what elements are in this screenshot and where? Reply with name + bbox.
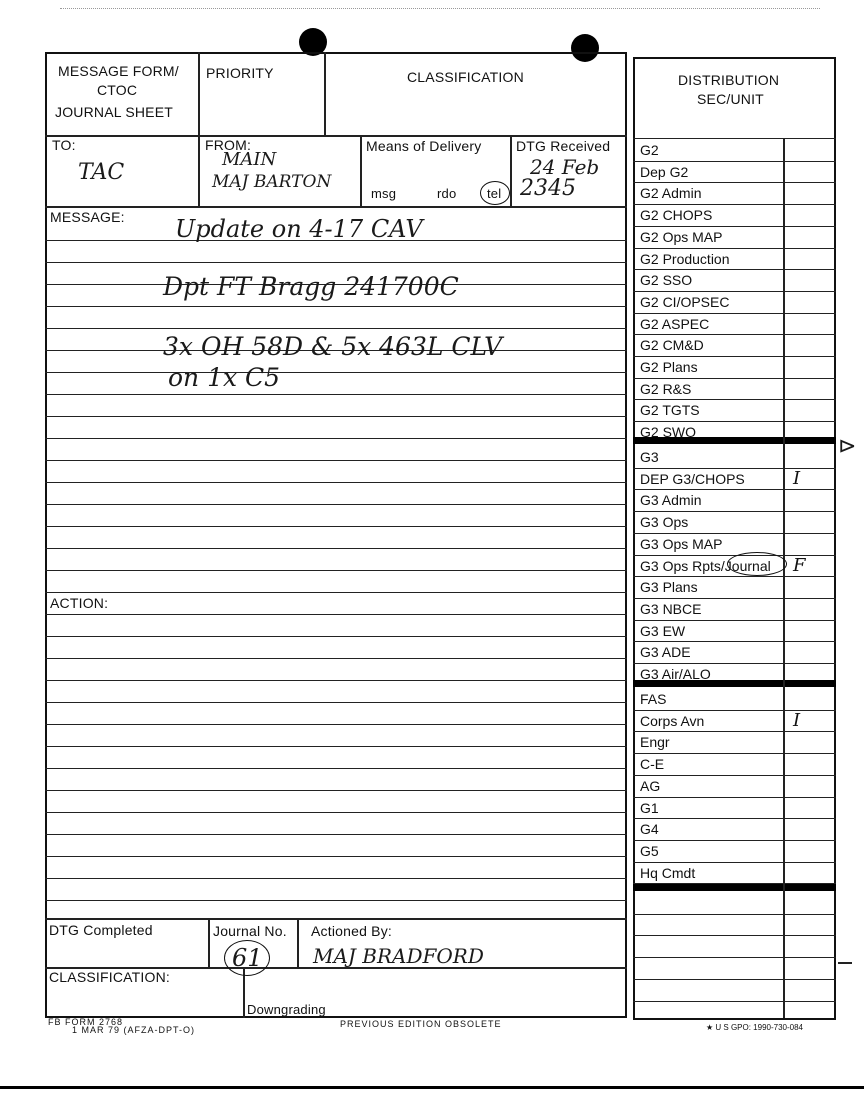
message-rule [45, 900, 627, 901]
distribution-rule [633, 935, 836, 936]
distribution-item[interactable]: G5 [640, 842, 659, 859]
message-rule [45, 372, 627, 373]
distribution-item[interactable]: Engr [640, 734, 670, 751]
to-label: TO: [52, 137, 76, 153]
footer-classification-label: CLASSIFICATION: [49, 969, 170, 985]
message-rule [45, 328, 627, 329]
from-value-line1[interactable]: MAIN [222, 149, 277, 170]
form-title-line2: CTOC [97, 82, 138, 98]
journal-no-label: Journal No. [213, 923, 287, 939]
distribution-rule [633, 862, 836, 863]
distribution-item[interactable]: G2 SSO [640, 272, 693, 289]
distribution-mark: I [793, 467, 801, 489]
distribution-item[interactable]: G4 [640, 821, 659, 838]
distribution-rule [633, 710, 836, 711]
distribution-item[interactable]: G3 Plans [640, 579, 698, 596]
distribution-rule [633, 291, 836, 292]
message-rule [45, 394, 627, 395]
distribution-rule [633, 248, 836, 249]
distribution-item[interactable]: DEP G3/CHOPS [640, 470, 745, 487]
distribution-rule [633, 182, 836, 183]
distribution-mark: F [793, 554, 806, 576]
distribution-item[interactable]: Hq Cmdt [640, 864, 696, 881]
message-rule [45, 570, 627, 571]
distribution-item[interactable]: G3 Ops Rpts/Journal [640, 557, 771, 574]
distribution-item[interactable]: G2 Ops MAP [640, 228, 723, 245]
previous-edition-note: PREVIOUS EDITION OBSOLETE [340, 1019, 502, 1029]
distribution-item[interactable]: G2 CM&D [640, 337, 704, 354]
distribution-rule [633, 957, 836, 958]
distribution-item[interactable]: Dep G2 [640, 163, 689, 180]
message-rule [45, 460, 627, 461]
distribution-rule [633, 269, 836, 270]
distribution-item[interactable]: G3 EW [640, 622, 686, 639]
to-value[interactable]: TAC [78, 160, 125, 185]
gpo-imprint: ★ U S GPO: 1990-730-084 [706, 1023, 803, 1032]
message-rule [45, 790, 627, 791]
routing-divider-2 [360, 135, 362, 207]
distribution-item[interactable]: G2 R&S [640, 380, 692, 397]
message-line-3[interactable]: 3x OH 58D & 5x 463L CLV [163, 332, 503, 361]
dtg-completed-label: DTG Completed [49, 922, 153, 938]
message-rule [45, 482, 627, 483]
message-rule [45, 702, 627, 703]
distribution-rule [633, 489, 836, 490]
header-divider-1 [198, 52, 200, 136]
priority-label: PRIORITY [206, 65, 274, 81]
distribution-title-line2: SEC/UNIT [697, 91, 764, 107]
footer-divider-journal-left [208, 918, 210, 968]
distribution-item[interactable]: Corps Avn [640, 712, 705, 729]
distribution-item[interactable]: G3 NBCE [640, 600, 702, 617]
footer-divider-journal-right [297, 918, 299, 968]
form-title-line3: JOURNAL SHEET [55, 104, 173, 120]
means-option-msg[interactable]: msg [371, 186, 397, 201]
distribution-item[interactable]: FAS [640, 691, 667, 707]
distribution-rule [633, 840, 836, 841]
distribution-rule [633, 641, 836, 642]
message-rule [45, 306, 627, 307]
journal-circle [727, 552, 787, 576]
downgrading-label: Downgrading [247, 1002, 326, 1017]
distribution-rule [633, 161, 836, 162]
distribution-item[interactable]: G2 Admin [640, 185, 702, 202]
distribution-item[interactable]: G3 ADE [640, 644, 691, 661]
message-rule [45, 614, 627, 615]
distribution-rule [633, 421, 836, 422]
message-rule [45, 504, 627, 505]
distribution-item[interactable]: G1 [640, 799, 659, 816]
footer-top-line [45, 918, 627, 920]
classification-label: CLASSIFICATION [407, 69, 524, 85]
distribution-item[interactable]: G2 CI/OPSEC [640, 293, 730, 310]
distribution-rule [633, 797, 836, 798]
selected-means-circle [480, 181, 510, 205]
distribution-rule [633, 576, 836, 577]
distribution-rule [633, 731, 836, 732]
distribution-rule [633, 818, 836, 819]
distribution-rule [633, 334, 836, 335]
header-bottom-line [45, 135, 627, 137]
message-line-4[interactable]: on 1x C5 [168, 363, 281, 392]
message-label: MESSAGE: [50, 209, 125, 225]
distribution-item[interactable]: AG [640, 777, 661, 794]
message-line-2[interactable]: Dpt FT Bragg 241700C [163, 272, 459, 301]
distribution-rule [633, 753, 836, 754]
distribution-rule [633, 511, 836, 512]
message-rule [45, 680, 627, 681]
margin-arrow-mark: ⊳ [838, 434, 857, 459]
distribution-rule [633, 138, 836, 139]
dtg-received-date[interactable]: 24 Feb [530, 155, 600, 179]
distribution-item[interactable]: G3 Admin [640, 492, 702, 509]
message-rule [45, 768, 627, 769]
distribution-item[interactable]: G3 Ops [640, 514, 689, 531]
distribution-item[interactable]: G2 Production [640, 250, 730, 267]
distribution-rule [633, 663, 836, 664]
actioned-by-label: Actioned By: [311, 923, 392, 939]
distribution-rule [633, 620, 836, 621]
distribution-mark: I [793, 709, 801, 731]
header-divider-2 [324, 52, 326, 136]
distribution-rule [633, 204, 836, 205]
message-rule [45, 878, 627, 879]
form-number-line1: FB FORM 2768 [48, 1017, 124, 1027]
message-rule [45, 548, 627, 549]
message-line-1[interactable]: Update on 4-17 CAV [175, 215, 423, 243]
distribution-rule [633, 356, 836, 357]
distribution-item[interactable]: G2 TGTS [640, 402, 700, 419]
message-rule [45, 526, 627, 527]
distribution-title-line1: DISTRIBUTION [678, 72, 780, 88]
message-rule [45, 746, 627, 747]
distribution-item[interactable]: G2 ASPEC [640, 315, 710, 332]
message-rule [45, 592, 627, 593]
distribution-item[interactable]: G3 [640, 449, 659, 465]
distribution-rule [633, 399, 836, 400]
from-value-line2[interactable]: MAJ BARTON [212, 172, 332, 192]
distribution-rule [633, 378, 836, 379]
distribution-item[interactable]: C-E [640, 756, 665, 773]
distribution-item[interactable]: G2 SWO [640, 424, 697, 441]
message-rule [45, 262, 627, 263]
distribution-rule [633, 775, 836, 776]
action-label: ACTION: [50, 595, 109, 611]
distribution-item[interactable]: G2 [640, 142, 659, 158]
form-title-line1: MESSAGE FORM/ [58, 63, 179, 79]
distribution-group-separator [633, 884, 836, 891]
margin-tick [838, 962, 852, 964]
distribution-item[interactable]: G3 Ops MAP [640, 535, 723, 552]
means-option-rdo[interactable]: rdo [437, 186, 457, 201]
message-rule [45, 834, 627, 835]
distribution-rule [633, 468, 836, 469]
actioned-by-value[interactable]: MAJ BRADFORD [313, 944, 484, 968]
dtg-received-label: DTG Received [516, 138, 611, 154]
distribution-rule [633, 914, 836, 915]
message-rule [45, 636, 627, 637]
means-of-delivery-label: Means of Delivery [366, 138, 482, 154]
journal-no-circle [224, 940, 270, 976]
scan-bottom-edge [0, 1086, 864, 1089]
distribution-rule [633, 313, 836, 314]
message-rule [45, 658, 627, 659]
message-rule [45, 438, 627, 439]
routing-divider-3 [510, 135, 512, 207]
dtg-received-time[interactable]: 2345 [520, 176, 576, 201]
distribution-column-divider [783, 138, 785, 1018]
distribution-item[interactable]: G2 Plans [640, 359, 698, 375]
scan-artifact-top [60, 8, 820, 13]
distribution-rule [633, 979, 836, 980]
routing-divider-1 [198, 135, 200, 207]
message-rule [45, 724, 627, 725]
means-option-tel[interactable]: tel [487, 186, 502, 201]
distribution-item[interactable]: G3 Air/ALO [640, 666, 711, 682]
distribution-rule [633, 226, 836, 227]
routing-bottom-line [45, 206, 627, 208]
message-rule [45, 416, 627, 417]
journal-no-value[interactable]: 61 [232, 944, 263, 972]
message-rule [45, 812, 627, 813]
from-label: FROM: [205, 137, 252, 153]
distribution-rule [633, 1001, 836, 1002]
distribution-item[interactable]: G2 CHOPS [640, 207, 713, 224]
message-rule [45, 856, 627, 857]
distribution-rule [633, 533, 836, 534]
distribution-rule [633, 598, 836, 599]
form-number-line2: 1 MAR 79 (AFZA-DPT-O) [72, 1025, 196, 1035]
